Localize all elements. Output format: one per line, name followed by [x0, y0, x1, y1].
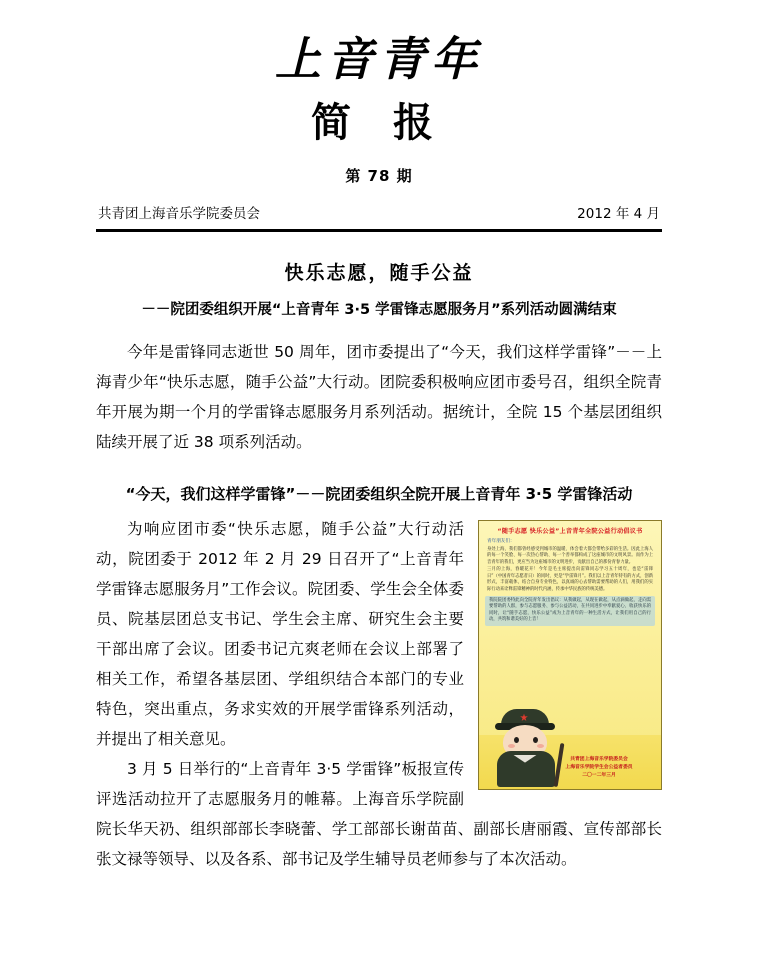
masthead-subtitle: 简 报 — [311, 98, 447, 146]
poster-body-1: 身处上海，我们都曾经感受到城市的温暖、体会着大都会带给多彩的生活。因此上海人的每一个笑脸、每一次热心帮助、每一个善举都构成了这座城市的文明风景。而作为上音青年的我们，更应当为这座城市的文明进步，贡献出自己的那份青春力量。 — [487, 546, 653, 565]
poster-signoff-line3: 二〇一二年三月 — [582, 773, 616, 779]
poster-signoff-line1: 共青团上海音乐学院委员会 — [570, 757, 628, 763]
publication-date: 2012 年 4 月 — [577, 205, 660, 222]
poster-body-2: 三月的上海，春暖花开！今年是毛主席提出向雷锋同志学习五十周年，也是“雷锋日”（中国青年志愿者日）的同时，更是“学雷锋月”。我们以上音青年特有的方式，创新形式，丰富载体，结合自身专业特色，以真诚的心去帮助需要帮助的人们，用我们的实际行动来诠释雷锋精神的时代内涵，传承中华民族的传统美德。 — [487, 567, 653, 592]
poster-signoff-line2: 上海音乐学院学生会公益者委员 — [565, 765, 633, 771]
masthead-divider — [96, 229, 662, 232]
poster-figure — [478, 520, 662, 790]
poster-highlight: 我院院团委特此向全院青年发出倡议：从我做起，从现在做起，从点滴做起，走向需要帮助的人群，参与志愿服务、参与公益活动，在共同进步中奉献爱心、收获快乐的同时，让“随手志愿，快乐公益”成为上音青年的一种生活方式，让我们用自己的行动，共筑和谐美好的上音！ — [485, 596, 655, 626]
article-subheadline: －－院团委组织开展“上音青年 3·5 学雷锋志愿服务月”系列活动圆满结束 — [141, 301, 617, 318]
poster-salutation: 青年朋友们： — [487, 539, 515, 545]
newsletter-page — [0, 34, 758, 979]
section-heading: “今天，我们这样学雷锋”－－院团委组织全院开展上音青年 3·5 学雷锋活动 — [125, 484, 633, 503]
lead-paragraph: 今年是雷锋同志逝世 50 周年，团市委提出了“今天，我们这样学雷锋”－－上海青少年“快乐志愿，随手公益”大行动。团院委积极响应团市委号召，组织全院青年开展为期一个月的学雷锋志愿服务月系列活动。据统计，全院 15 个基层团组织陆续开展了近 38 项系列活动。 — [96, 342, 662, 451]
poster-title: “随手志愿 快乐公益”上音青年全院公益行动倡议书 — [497, 527, 643, 535]
issue-number: 第 78 期 — [345, 166, 413, 185]
article-body — [96, 514, 662, 874]
poster-image — [478, 520, 662, 790]
body-paragraph-1: 为响应团市委“快乐志愿，随手公益”大行动活动，院团委于 2012 年 2 月 29 日召开了“上音青年学雷锋志愿服务月”工作会议。院团委、学生会全体委员、院基层团总支书记、学生会主席、研究生会主要干部出席了会议。团委书记亢爽老师在会议上部署了相关工作，希望各基层团、学组织结合本部门的专业特色，突出重点，务求实效的开展学雷锋系列活动，并提出了相关意见。 — [96, 519, 464, 748]
body-paragraph-2: 3 月 5 日举行的“上音青年 3·5 学雷锋”板报宣传评选活动拉开了志愿服务月的帷幕。上海音乐学院副院长华天礽、组织部部长李晓蕾、学工部部长谢苗苗、副部长唐丽霞、宣传部部长张文禄等领导、以及各系、部书记及学生辅导员老师参与了本次活动。 — [96, 759, 662, 868]
publisher: 共青团上海音乐学院委员会 — [98, 205, 260, 222]
poster-signoff — [545, 756, 653, 780]
article-headline: 快乐志愿，随手公益 — [284, 261, 474, 284]
poster-bottom — [479, 703, 661, 789]
masthead-title: 上音青年 — [275, 32, 483, 86]
masthead-meta — [96, 202, 662, 222]
